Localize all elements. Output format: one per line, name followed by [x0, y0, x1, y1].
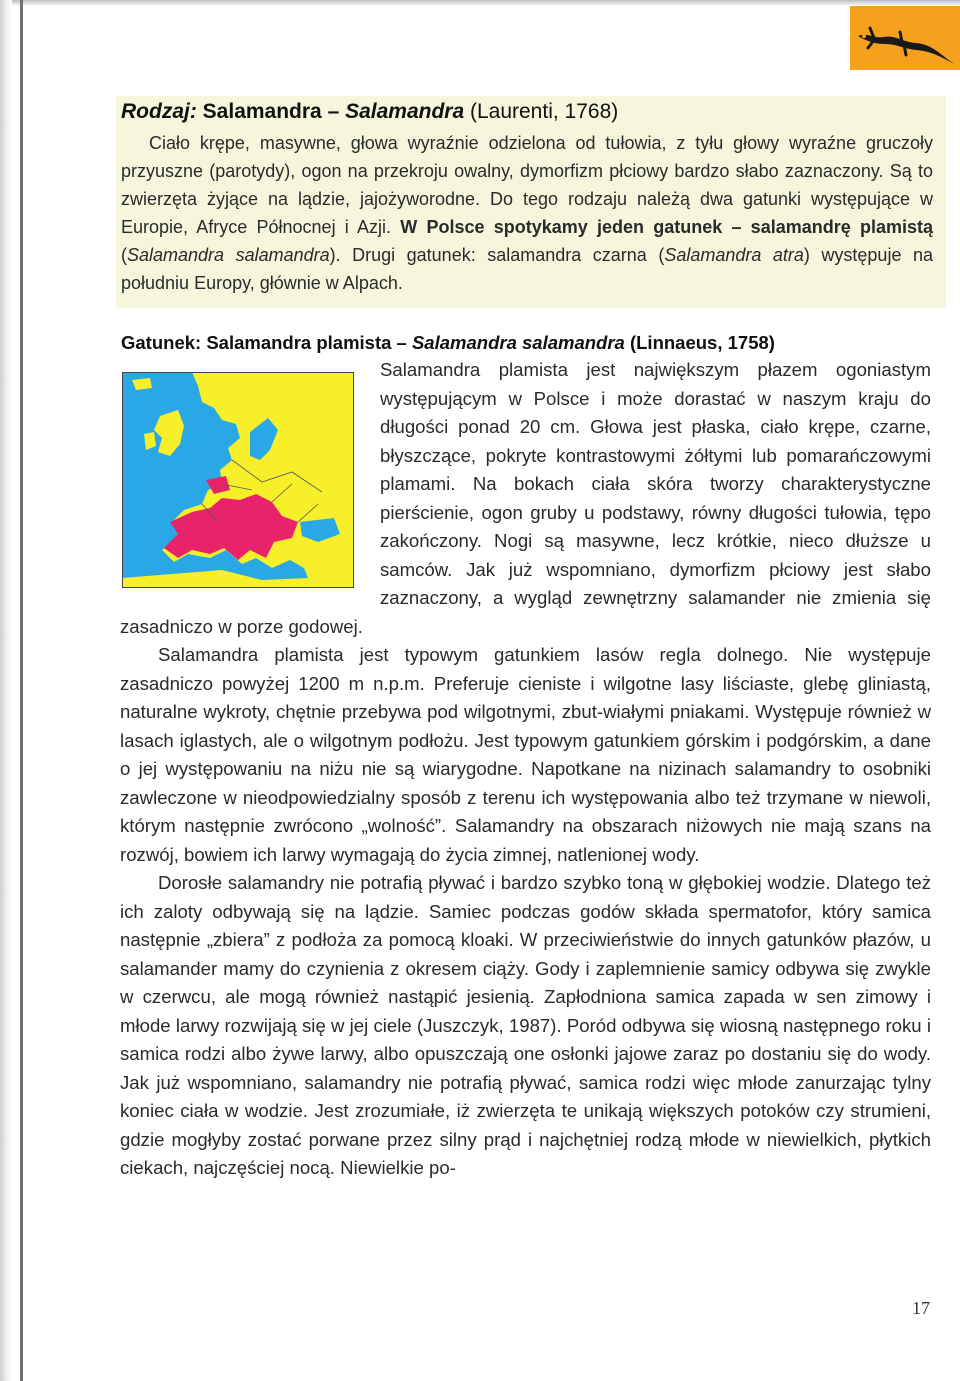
page-edge-left — [0, 0, 12, 1381]
paragraph-3: Dorosłe salamandry nie potrafią pływać i bardzo szybko toną w głębokiej wodzie. Dlatego też ich zaloty odbywają się na lądzie. Samiec podczas godów składa spermatofor, który samica następnie „zbiera” z podłoża za pomocą kloaki. W przeciwieństwie do innych gatunków płazów, u salamander mamy do czynienia z okresem ciąży. Gody i zaplemnienie samicy odbywa się zwykle w czerwcu, ale mogą również nastąpić jesienią. Zapłodniona samica zapada w sen zimowy i młode larwy rozwijają się w jej ciele (Juszczyk, 1987). Poród odbywa się wiosną następnego roku i samica rodzi albo żywe larwy, albo opuszczają one osłonki jajowe zaraz po dostaniu się do wody. Jak już wspomniano, salamandry nie potrafią pływać, samica rodzi więc młode zanurzając tylny koniec ciała w wodzie. Jest zrozumiałe, iż zwierzęta te unikają większych potoków czy strumieni, gdzie mogłyby zostać porwane przez silny prąd i najchętniej rodzą młode w niewielkich, płytkich ciekach, najczęściej nocą. Niewielkie po- — [120, 872, 931, 1178]
page-binding-line — [20, 0, 23, 1381]
genus-latin-1: Salamandra salamandra — [127, 245, 330, 265]
paragraph-1: Salamandra plamista jest największym płazem ogoniastym występującym w Polsce i może dorastać w naszym kraju do długości ponad 20 cm. Głowa jest płaska, ciało krępe, czarne, błyszczące, pokryte kontrastowymi żółtymi lub pomarańczowymi plamami. Na bokach ciała skóra tworzy charakterystyczne pierścienie, ogon gruby u podstawy, równy długości tułowia, tępo zakończony. Nogi są masywne, lecz krótkie, nieco dłuższe u samców. Jak już wspomniano, dymorfizm płciowy jest słabo zaznaczony, a wygląd zewnętrzny salamander nie zmienia się zasadniczo w porze godowej. — [120, 359, 931, 637]
genus-latin-2: Salamandra atra — [664, 245, 804, 265]
genus-heading — [121, 98, 618, 126]
genus-text-bold: W Polsce spotykamy jeden gatunek – salamandrę plamistą — [400, 217, 933, 237]
species-description — [120, 356, 931, 1183]
genus-author: (Laurenti, 1768) — [464, 100, 619, 123]
genus-text-a: Ciało krępe, masywne, głowa wyraźnie odzielona od tułowia, z tyłu głowy wyraźne gruczoły przyuszne (parotydy), ogon na przekroju owalny, dymorfizm płciowy bardzo słabo zaznaczony. Są to zwierzęta żyjące na lądzie, jajożyworodne. Do tego rodzaju należą dwa gatunki występujące w Europie, Afryce Północnej i Azji. — [121, 133, 933, 237]
genus-description — [121, 129, 933, 297]
genus-text-c: ). Drugi gatunek: salamandra czarna ( — [329, 245, 665, 265]
genus-label: Rodzaj: — [121, 100, 197, 123]
species-latin-name: Salamandra salamandra — [411, 332, 625, 353]
species-prefix: Gatunek: Salamandra plamista – — [121, 332, 412, 353]
genus-text-b: ( — [121, 245, 127, 265]
species-heading — [121, 330, 775, 356]
salamander-badge — [850, 6, 960, 70]
species-author: (Linnaeus, 1758) — [624, 332, 775, 353]
map-spacer — [120, 356, 380, 598]
page-number: 17 — [912, 1298, 930, 1318]
paragraph-2: Salamandra plamista jest typowym gatunkiem lasów regla dolnego. Nie występuje zasadniczo powyżej 1200 m n.p.m. Preferuje cieniste i wilgotne lasy liściaste, glebę gliniastą, naturalne wykroty, chętnie przebywa pod wilgotnymi, zbut-wiałymi pniakami. Występuje również w lasach iglastych, ale o wilgotnym podłożu. Jest typowym gatunkiem górskim i podgórskim, a dane o jej występowaniu na niżu nie są wiarygodne. Napotkane na nizinach salamandry to osobniki zawleczone w nieodpowiedzialny sposób z terenu ich występowania albo też trzymane w niewoli, którym następnie zwrócono „wolność”. Salamandry na obszarach niżowych nie mają szans na rozwój, bowiem ich larwy wymagają do życia zimnej, natlenionej wody. — [120, 644, 931, 865]
salamander-icon — [850, 6, 960, 70]
page-edge-top — [0, 0, 960, 6]
genus-text-d: ) występuje na południu Europy, głównie w Alpach. — [121, 245, 933, 293]
genus-latin-name: Salamandra — [345, 100, 465, 123]
genus-name: Salamandra – — [202, 100, 346, 123]
